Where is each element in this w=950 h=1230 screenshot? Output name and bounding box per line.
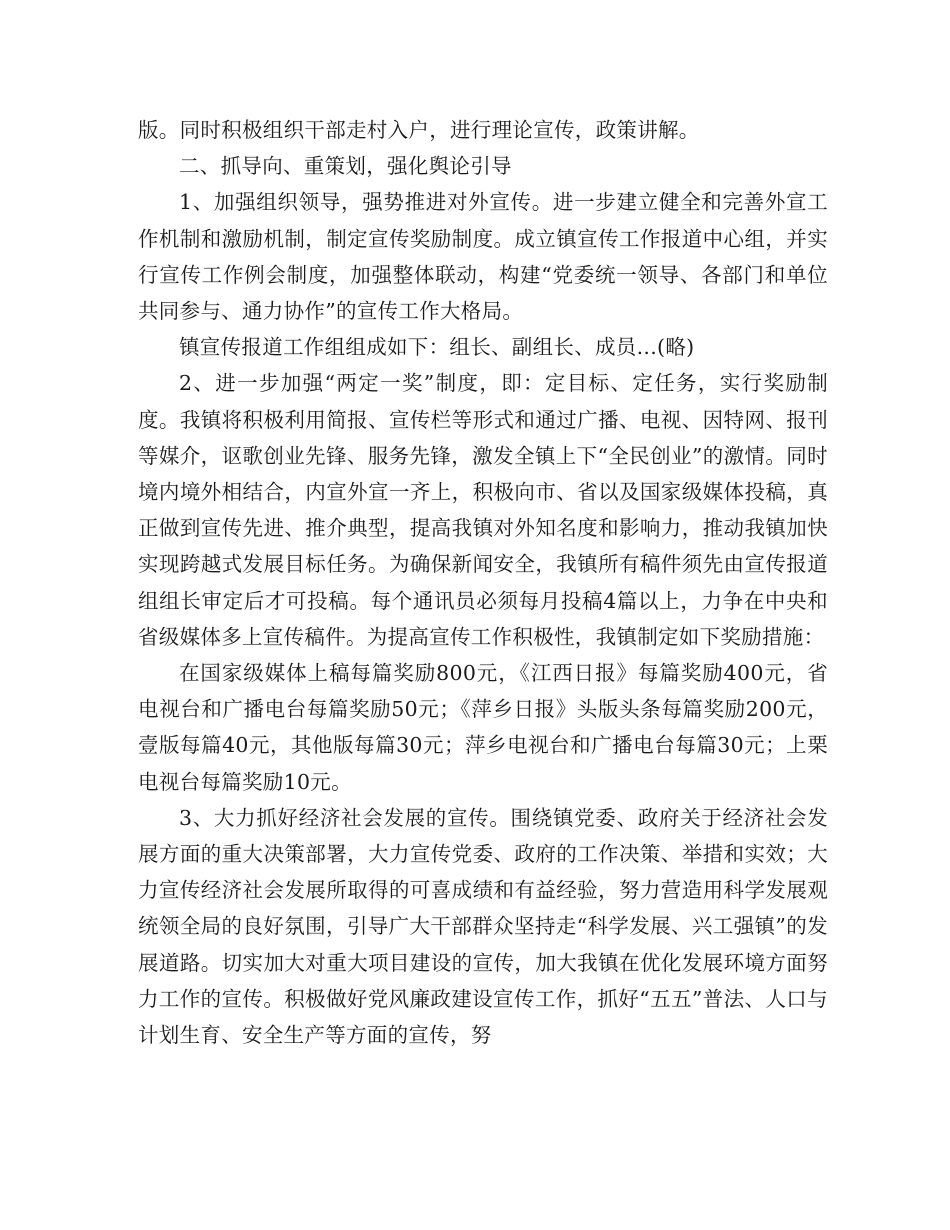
document-body: [138, 112, 828, 1053]
section-heading: 二、抓导向、重策划，强化舆论引导: [179, 154, 512, 179]
paragraph-team-composition: 镇宣传报道工作组组成如下：组长、副组长、成员...(略): [179, 335, 695, 360]
paragraph-item-3: 3、大力抓好经济社会发展的宣传。围绕镇党委、政府关于经济社会发展方面的重大决策部署，大力宣传党委、政府的工作决策、举措和实效；大力宣传经济社会发展所取得的可喜成绩和有益经验，努力营造用科学发展观统领全局的良好氛围，引导广大干部群众坚持走“科学发展、兴工强镇”的发展道路。切实加大对重大项目建设的宣传，加大我镇在优化发展环境方面努力工作的宣传。积极做好党风廉政建设宣传工作，抓好“五五”普法、人口与计划生育、安全生产等方面的宣传，努: [138, 805, 828, 1048]
paragraph-continuation: 版。同时积极组织干部走村入户，进行理论宣传，政策讲解。: [138, 118, 700, 142]
paragraph-item-1: 1、加强组织领导，强势推进对外宣传。进一步建立健全和完善外宣工作机制和激励机制，制定宣传奖励制度。成立镇宣传工作报道中心组，并实行宣传工作例会制度，加强整体联动，构建“党委统一领导、各部门和单位共同参与、通力协作”的宣传工作大格局。: [138, 190, 828, 324]
paragraph-rewards: 在国家级媒体上稿每篇奖励800元，《江西日报》每篇奖励400元，省电视台和广播电台每篇奖励50元；《萍乡日报》头版头条每篇奖励200元，壹版每篇40元，其他版每篇30元；萍乡电视台和广播电台每篇30元；上栗电视台每篇奖励10元。: [138, 661, 828, 794]
paragraph-item-2: 2、进一步加强“两定一奖”制度，即：定目标、定任务，实行奖励制度。我镇将积极利用简报、宣传栏等形式和通过广播、电视、因特网、报刊等媒介，讴歌创业先锋、服务先锋，激发全镇上下“全民创业”的激情。同时境内境外相结合，内宣外宣一齐上，积极向市、省以及国家级媒体投稿，真正做到宣传先进、推介典型，提高我镇对外知名度和影响力，推动我镇加快实现跨越式发展目标任务。为确保新闻安全，我镇所有稿件须先由宣传报道组组长审定后才可投稿。每个通讯员必须每月投稿4篇以上，力争在中央和省级媒体多上宣传稿件。为提高宣传工作积极性，我镇制定如下奖励措施：: [138, 371, 828, 649]
